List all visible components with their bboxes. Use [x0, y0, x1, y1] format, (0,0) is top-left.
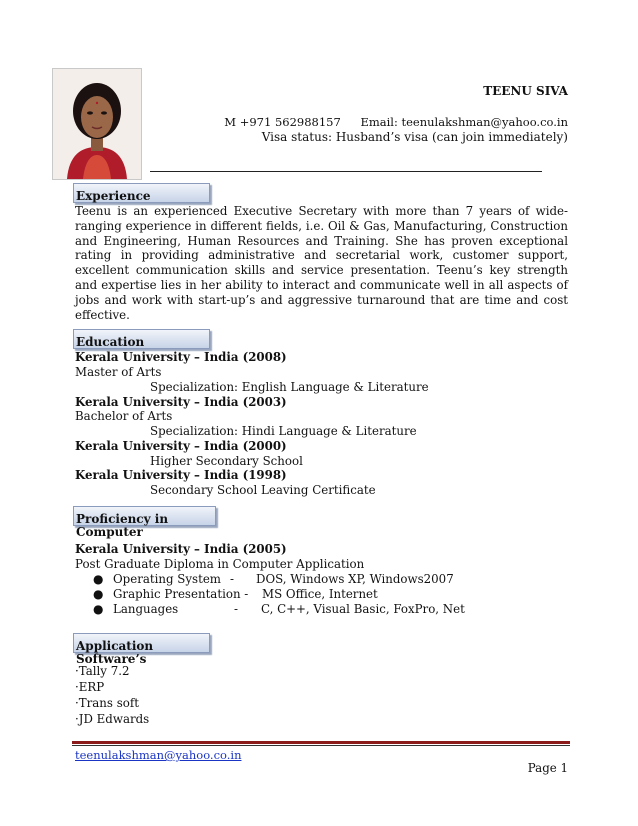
profile-photo: [52, 68, 142, 180]
skill-value: DOS, Windows XP, Windows2007: [256, 572, 454, 586]
skill-label: Languages: [113, 602, 179, 616]
software-item: ·Tally 7.2: [75, 664, 130, 678]
skill-value: C, C++, Visual Basic, FoxPro, Net: [261, 602, 465, 616]
education-detail: Specialization: Hindi Language & Literature: [150, 424, 417, 438]
education-institution: Kerala University – India (2008): [75, 350, 287, 364]
education-institution: Kerala University – India (2000): [75, 439, 287, 453]
computer-heading: Proficiency in Computer: [73, 506, 216, 526]
candidate-name: TEENU SIVA: [483, 84, 568, 98]
header-email: teenulakshman@yahoo.co.in: [401, 115, 568, 129]
education-degree: Master of Arts: [75, 365, 162, 379]
bullet-dot: ●: [93, 587, 104, 601]
portrait-image: [53, 69, 141, 179]
education-institution: Kerala University – India (1998): [75, 468, 287, 482]
page-number: Page 1: [527, 761, 568, 775]
education-detail: Specialization: English Language & Literature: [150, 380, 429, 394]
computer-course: Post Graduate Diploma in Computer Application: [75, 557, 365, 571]
email-label: Email:: [360, 115, 398, 129]
skill-dash: -: [230, 572, 234, 586]
bullet-dot: ●: [93, 602, 104, 616]
software-item: ·Trans soft: [75, 696, 139, 710]
skill-dash: -: [234, 602, 238, 616]
contact-line: [224, 115, 568, 130]
computer-institution: Kerala University – India (2005): [75, 542, 287, 556]
skill-label: Operating System: [113, 572, 221, 586]
software-item: ·JD Edwards: [75, 712, 150, 726]
software-item: ·ERP: [75, 680, 105, 694]
software-heading: Application Software’s: [73, 633, 210, 653]
education-heading: Education: [73, 329, 210, 349]
education-detail: Secondary School Leaving Certificate: [150, 483, 376, 497]
bullet-dot: ●: [93, 572, 104, 586]
education-detail: Higher Secondary School: [150, 454, 303, 468]
footer-email-link[interactable]: teenulakshman@yahoo.co.in: [75, 748, 242, 762]
skill-label: Graphic Presentation -: [113, 587, 249, 601]
skill-value: MS Office, Internet: [262, 587, 378, 601]
footer-rule-thin: [72, 745, 570, 746]
footer-rule-thick: [72, 741, 570, 744]
experience-heading: Experience: [73, 183, 210, 203]
phone-number: M +971 562988157: [224, 115, 341, 129]
education-institution: Kerala University – India (2003): [75, 395, 287, 409]
visa-status: Visa status: Husband’s visa (can join immediately): [261, 130, 568, 144]
experience-text: Teenu is an experienced Executive Secretary with more than 7 years of wide-ranging experience in different fields, i.e. Oil & Gas, Manufacturing, Construction and Engineering, Human Resources and Training. She has proven exceptional rating in providing administrative and secretarial work, customer support, excellent communication skills and service presentation. Teenu’s key strength and expertise lies in her ability to interact and communicate well in all aspects of jobs and work with start-up’s and aggressive turnaround that are time and cost effective.: [75, 204, 568, 322]
header-divider: [150, 171, 542, 172]
education-degree: Bachelor of Arts: [75, 409, 173, 423]
